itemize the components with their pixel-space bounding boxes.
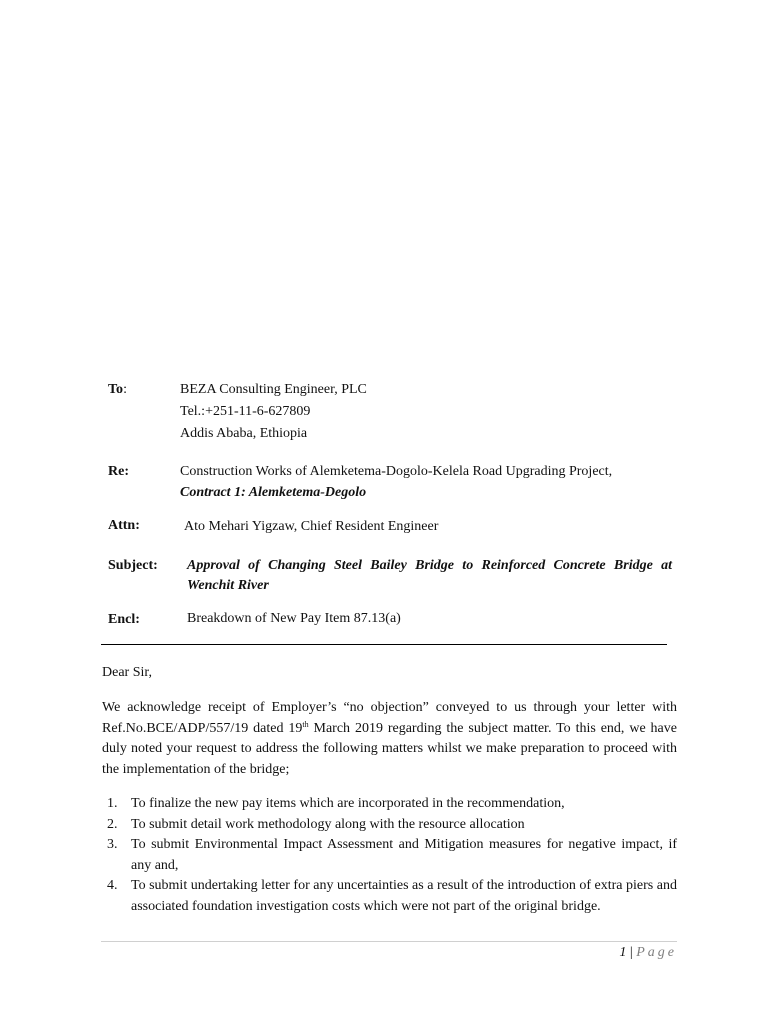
page-footer — [619, 943, 677, 963]
recipient-address: Addis Ababa, Ethiopia — [180, 426, 308, 441]
page-label: Page — [636, 945, 677, 960]
subject-value: Approval of Changing Steel Bailey Bridge to Reinforced Concrete Bridge at Wenchit River — [187, 558, 672, 593]
list-item: 2. To submit detail work methodology along with the resource allocation — [107, 816, 525, 832]
list-item: 3. To submit Environmental Impact Assessment and Mitigation measures for negative impact, if any and, — [107, 837, 677, 873]
re-contract: Contract 1: Alemketema-Degolo — [180, 485, 367, 500]
salutation: Dear Sir, — [102, 665, 152, 680]
page-separator: | — [629, 945, 633, 960]
header-divider — [101, 644, 667, 645]
page-number: 1 — [619, 945, 627, 960]
attn-label: Attn: — [108, 518, 140, 533]
re-project: Construction Works of Alemketema-Dogolo-Kelela Road Upgrading Project, — [180, 464, 613, 479]
list-item: 1. To finalize the new pay items which are incorporated in the recommendation, — [107, 796, 565, 811]
recipient-name: BEZA Consulting Engineer, PLC — [180, 382, 367, 397]
footer-divider — [101, 941, 677, 942]
encl-value: Breakdown of New Pay Item 87.13(a) — [187, 611, 401, 626]
subject-label: Subject: — [108, 558, 158, 573]
body-paragraph: We acknowledge receipt of Employer’s “no objection” conveyed to us through your letter with Ref.No.BCE/ADP/557/19 dated 19th March 2019 regarding the subject matter. To this end, we have duly noted your request to address the following matters whilst we make preparation to proceed with the implementation of the bridge; — [102, 700, 677, 777]
to-label: To: — [108, 382, 127, 397]
attn-value: Ato Mehari Yigzaw, Chief Resident Engineer — [184, 519, 439, 534]
recipient-phone: Tel.:+251-11-6-627809 — [180, 404, 311, 419]
re-label: Re: — [108, 464, 129, 479]
request-list — [102, 794, 677, 918]
encl-label: Encl: — [108, 612, 140, 627]
list-item: 4. To submit undertaking letter for any uncertainties as a result of the introduction of extra piers and associated foundation investigation costs which were not part of the original bridge. — [107, 878, 677, 914]
